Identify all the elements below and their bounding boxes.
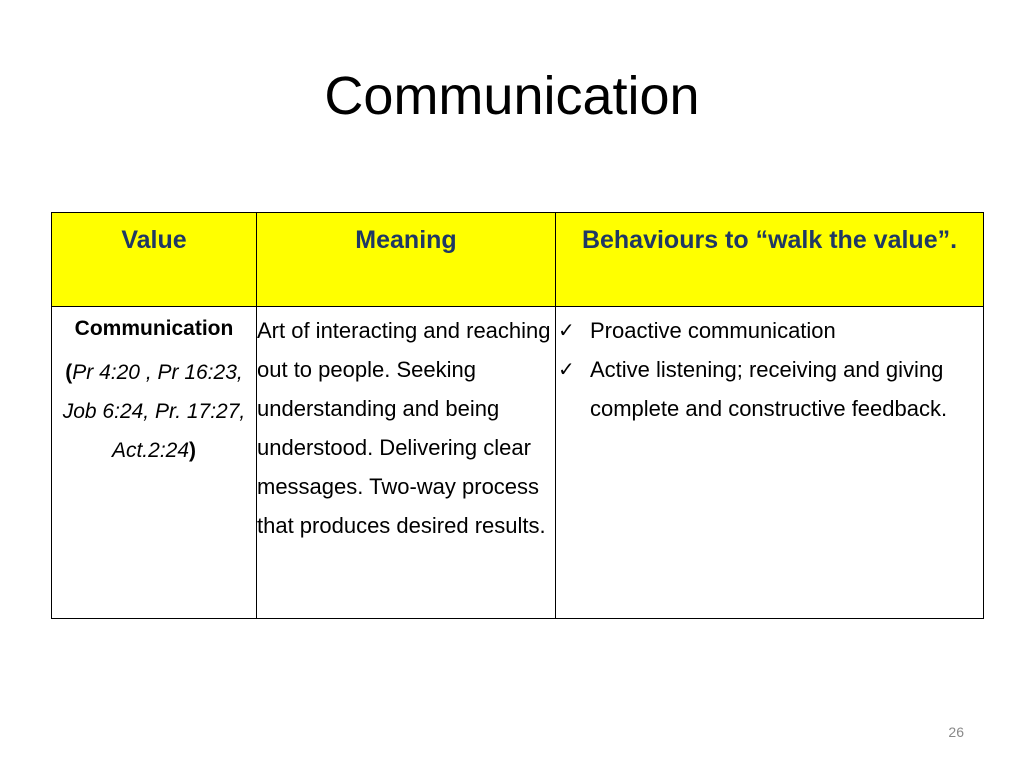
behaviour-text: Active listening; receiving and giving complete and constructive feedback. <box>590 357 948 421</box>
header-meaning <box>257 213 556 307</box>
value-cell <box>52 307 257 619</box>
header-behaviours <box>556 213 984 307</box>
header-value <box>52 213 257 307</box>
behaviours-cell <box>556 307 984 619</box>
behaviours-list <box>556 311 983 428</box>
refs-text: Pr 4:20 , Pr 16:23, Job 6:24, Pr. 17:27, Act.2:24 <box>62 361 246 462</box>
table-row <box>52 307 984 619</box>
page-number: 26 <box>948 724 964 740</box>
scripture-references <box>52 353 256 470</box>
header-meaning-label: Meaning <box>355 226 457 254</box>
refs-close-paren: ) <box>189 439 197 462</box>
list-item <box>556 311 983 350</box>
refs-open-paren: ( <box>65 361 73 384</box>
meaning-text: Art of interacting and reaching out to people. Seeking understanding and being understood. Delivering clear messages. Two-way process that produces desired results. <box>257 318 551 538</box>
behaviour-text: Proactive communication <box>590 318 836 343</box>
list-item <box>556 350 983 428</box>
header-behaviours-label: Behaviours to “walk the value”. <box>581 226 958 254</box>
check-mark-icon: ✓ <box>558 318 575 342</box>
values-table <box>51 212 984 619</box>
check-mark-icon: ✓ <box>558 357 575 381</box>
value-name: Communication <box>74 317 234 340</box>
table-header-row <box>52 213 984 307</box>
meaning-cell <box>257 307 556 619</box>
slide-title: Communication <box>324 66 700 126</box>
header-value-label: Value <box>121 226 187 254</box>
